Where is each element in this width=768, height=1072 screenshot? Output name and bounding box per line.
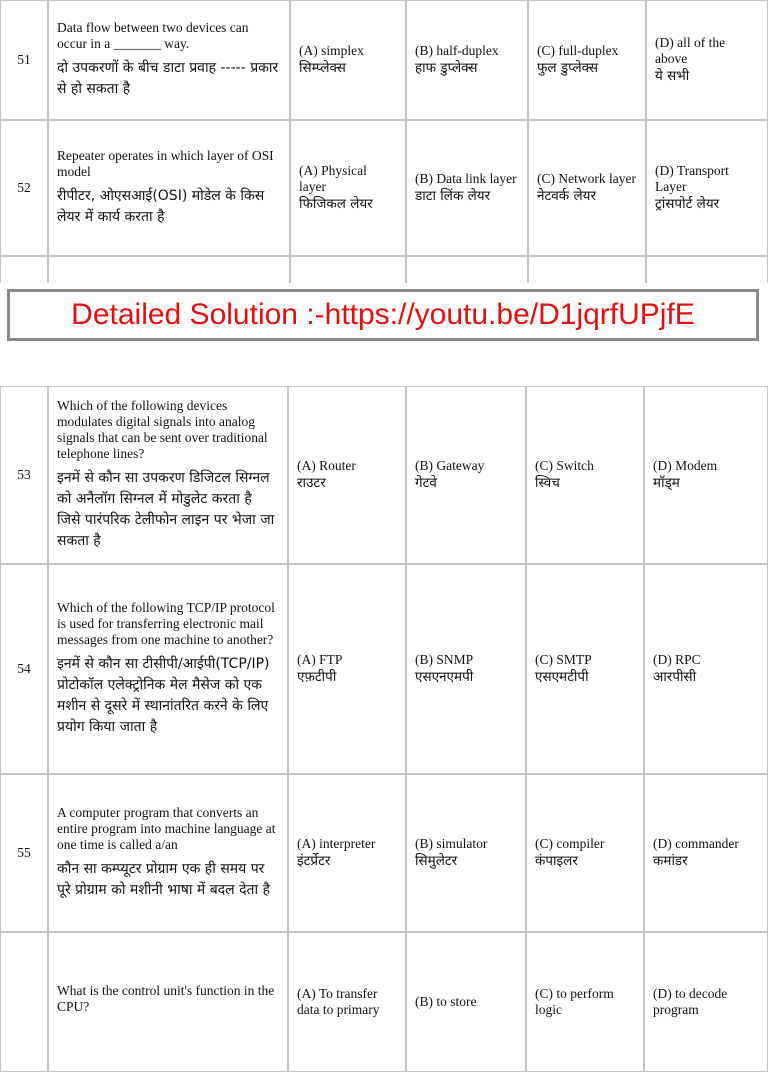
question-text-en: A computer program that converts an entire program into machine language at one time is called a/an [57,805,276,852]
question-text-hi: कौन सा कम्प्यूटर प्रोग्राम एक ही समय पर पूरे प्रोग्राम को मशीनी भाषा में बदल देता है [57,861,271,898]
option-b [406,564,526,774]
option-text-en: (C) Switch [535,458,594,473]
option-text-en: (A) To transfer data to primary [297,986,380,1017]
option-a [288,564,406,774]
question-number: 51 [0,0,48,120]
option-text-en: (D) all of the above [655,35,726,66]
option-c [526,774,644,932]
question-text-hi: इनमें से कौन सा उपकरण डिजिटल सिग्नल को अनैलॉग सिग्नल में मोडुलेट करता है जिसे पारंपरिक टेलीफोन लाइन पर भेजा जा सकता है [57,470,275,549]
option-a [288,386,406,564]
question-number [0,932,48,1072]
option-a [290,120,406,256]
table-row [0,564,768,774]
option-a [288,774,406,932]
option-text-en: (C) compiler [535,836,605,851]
question-number: 53 [0,386,48,564]
question-number: 55 [0,774,48,932]
option-text-hi: गेटवे [415,475,437,491]
option-c [528,0,646,120]
option-text-hi: ये सभी [655,68,690,84]
option-c [528,120,646,256]
option-text-en: (C) Network layer [537,171,636,186]
question-table-bottom [0,386,768,1072]
question-text-en: Which of the following TCP/IP protocol is used for transferring electronic mail messages from one machine to another? [57,600,275,647]
option-text-en: (A) Router [297,458,356,473]
option-text-hi: हाफ डुप्लेक्स [415,60,478,76]
option-text-hi: मॉड्म [653,475,680,491]
option-d [646,120,768,256]
option-text-hi: एफ़टीपी [297,669,337,685]
option-d [646,0,768,120]
option-text-hi: इंटर्प्रेटर [297,853,331,869]
option-b [406,774,526,932]
question-cell [48,932,288,1072]
option-text-en: (D) Transport Layer [655,163,729,194]
table-row [0,0,768,120]
option-text-en: (B) Gateway [415,458,485,473]
option-text-en: (C) SMTP [535,652,592,667]
question-text-hi: दो उपकरणों के बीच डाटा प्रवाह ----- प्रकार से हो सकता है [57,60,279,97]
option-text-en: (A) Physical layer [299,163,367,194]
question-cell [48,120,290,256]
table-row [0,932,768,1072]
option-c [526,932,644,1072]
question-table-top [0,0,768,296]
option-text-hi: स्विच [535,475,560,491]
question-text-hi: इनमें से कौन सा टीसीपी/आईपी(TCP/IP) प्रोटोकॉल एलेक्ट्रोनिक मेल मैसेज को एक मशीन से दूसरे में स्थानांतरित करने के लिए प्रयोग किया जाता है [57,656,270,735]
question-text-en: Which of the following devices modulates digital signals into analog signals that can be sent over traditional telephone lines? [57,398,268,461]
option-text-en: (D) Modem [653,458,718,473]
option-text-en: (B) half-duplex [415,43,499,58]
question-cell [48,564,288,774]
question-number: 52 [0,120,48,256]
option-text-en: (B) to store [415,994,477,1009]
option-text-hi: आरपीसी [653,669,697,685]
option-text-hi: सिम्प्लेक्स [299,60,346,76]
option-b [406,0,528,120]
option-d [644,932,768,1072]
option-text-hi: राउटर [297,475,326,491]
option-text-en: (D) RPC [653,652,701,667]
question-text-en: Data flow between two devices can occur in a _______ way. [57,20,249,51]
question-number: 54 [0,564,48,774]
option-text-en: (B) SNMP [415,652,474,667]
option-text-hi: ट्रांसपोर्ट लेयर [655,196,720,212]
option-text-en: (D) commander [653,836,739,851]
option-text-en: (B) Data link layer [415,171,517,186]
option-text-en: (C) full-duplex [537,43,619,58]
option-d [644,774,768,932]
solution-link-banner[interactable]: Detailed Solution :-https://youtu.be/D1jqrfUPjfE [7,289,759,341]
table-row [0,774,768,932]
option-text-hi: फिजिकल लेयर [299,196,373,212]
question-text-hi: रीपीटर, ओएसआई(OSI) मोडेल के किस लेयर में कार्य करता है [57,188,265,225]
option-d [644,564,768,774]
option-text-hi: एसएमटीपी [535,669,589,685]
option-text-en: (A) interpreter [297,836,376,851]
question-cell [48,386,288,564]
option-c [526,564,644,774]
option-text-en: (D) to decode program [653,986,728,1017]
option-text-hi: डाटा लिंक लेयर [415,188,491,204]
option-b [406,386,526,564]
option-text-hi: कंपाइलर [535,853,578,869]
option-b [406,932,526,1072]
option-text-en: (C) to perform logic [535,986,614,1017]
question-cell [48,0,290,120]
question-table [0,386,768,1072]
option-text-en: (B) simulator [415,836,488,851]
option-text-hi: नेटवर्क लेयर [537,188,596,204]
question-text-en: What is the control unit's function in the CPU? [57,983,275,1014]
table-row [0,386,768,564]
option-text-en: (A) FTP [297,652,343,667]
option-text-hi: सिमुलेटर [415,853,458,869]
option-text-hi: एसएनएमपी [415,669,474,685]
option-text-hi: फुल डुप्लेक्स [537,60,599,76]
option-b [406,120,528,256]
option-a [288,932,406,1072]
option-text-hi: कमांडर [653,853,688,869]
option-c [526,386,644,564]
option-d [644,386,768,564]
question-text-en: Repeater operates in which layer of OSI model [57,148,274,179]
question-cell [48,774,288,932]
table-row [0,120,768,256]
option-text-en: (A) simplex [299,43,364,58]
question-table [0,0,768,296]
option-a [290,0,406,120]
